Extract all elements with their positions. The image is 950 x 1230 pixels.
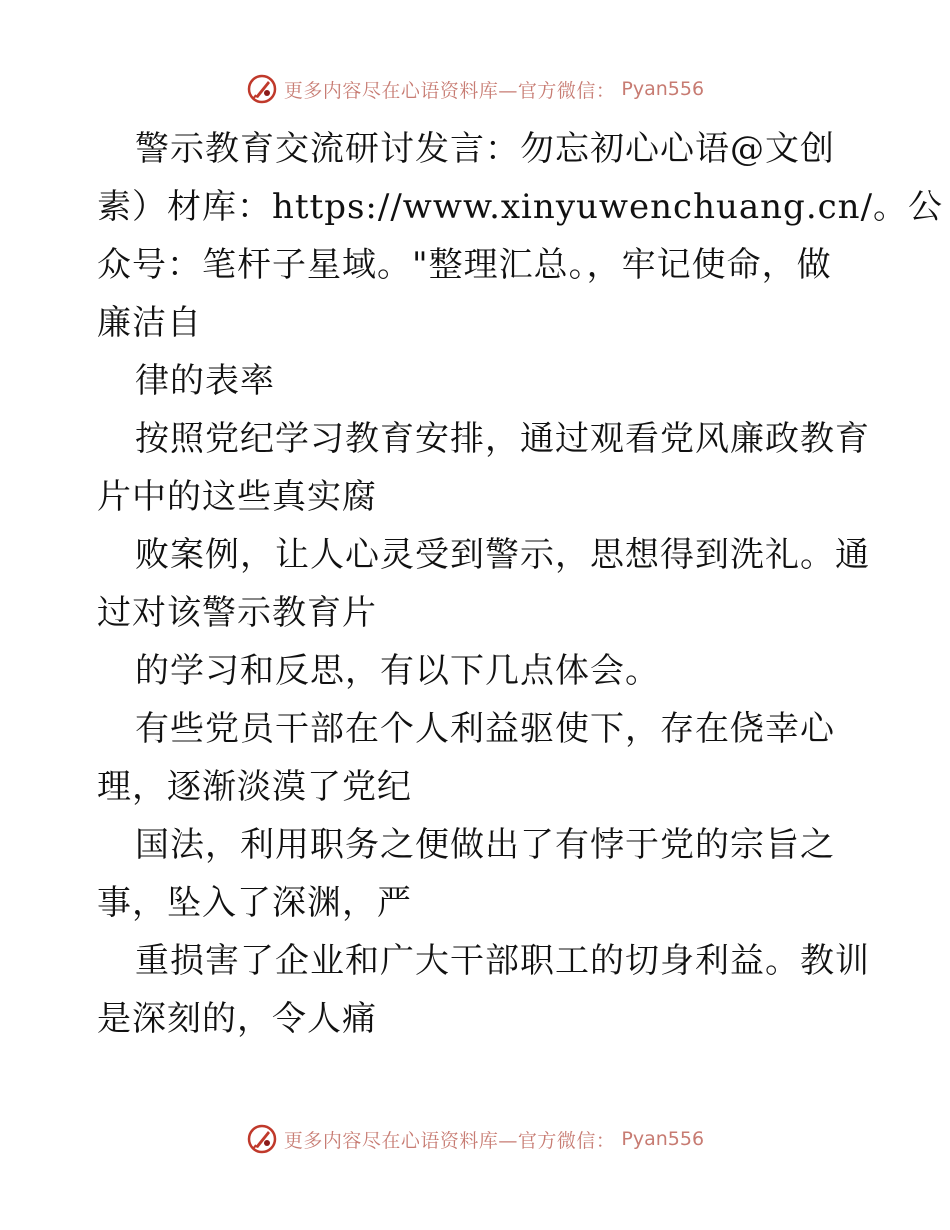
text-line: 国法，利用职务之便做出了有悖于党的宗旨之 — [135, 825, 835, 865]
text-line: 按照党纪学习教育安排，通过观看党风廉政教育 — [135, 419, 870, 459]
text-line: 理，逐渐淡漠了党纪 — [97, 767, 412, 807]
text-line: 片中的这些真实腐 — [97, 477, 377, 517]
quill-circle-icon — [246, 1123, 278, 1155]
text-line: 众号：笔杆子星域。"整理汇总。，牢记使命，做 — [97, 245, 832, 285]
text-line: 事，坠入了深渊，严 — [97, 883, 412, 923]
text-line: 有些党员干部在个人利益驱使下，存在侥幸心 — [135, 709, 835, 749]
banner-wechat-id: Pyan556 — [621, 78, 705, 100]
document-body — [97, 120, 944, 1048]
text-line: 重损害了企业和广大干部职工的切身利益。教训 — [135, 941, 870, 981]
text-line: 警示教育交流研讨发言：勿忘初心心语@文创 — [135, 129, 835, 169]
quill-circle-icon — [246, 73, 278, 105]
banner-text: 更多内容尽在心语资料库—官方微信： — [283, 1129, 616, 1152]
text-line: 律的表率 — [135, 361, 275, 401]
banner-wechat-id: Pyan556 — [621, 1128, 705, 1150]
footer-banner — [0, 1122, 950, 1156]
text-line: 廉洁自 — [97, 303, 202, 343]
banner-text: 更多内容尽在心语资料库—官方微信： — [283, 79, 616, 102]
text-line: 败案例，让人心灵受到警示，思想得到洗礼。通 — [135, 535, 870, 575]
text-line: 的学习和反思，有以下几点体会。 — [135, 651, 660, 691]
text-line: 是深刻的，令人痛 — [97, 999, 377, 1039]
text-line: 过对该警示教育片 — [97, 593, 377, 633]
header-banner — [0, 72, 950, 106]
text-line: 素）材库：https://www.xinyuwenchuang.cn/。公 — [97, 187, 944, 227]
